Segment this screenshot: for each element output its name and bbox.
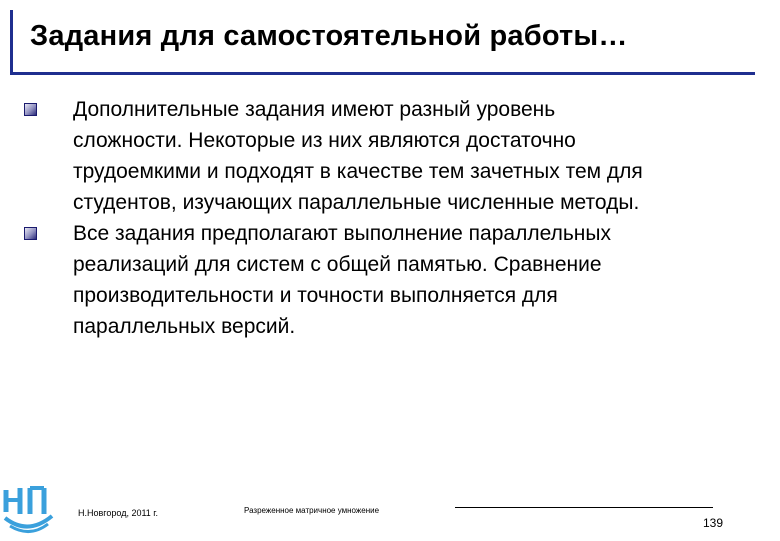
bullet-line: Все задания предполагают выполнение параллельных <box>73 222 611 245</box>
footer-location-date: Н.Новгород, 2011 г. <box>78 508 158 518</box>
bullet-item <box>20 94 755 218</box>
bullet-list <box>20 94 755 342</box>
university-logo-icon <box>2 480 54 536</box>
bullet-square-icon <box>24 227 37 240</box>
bullet-line: трудоемкими и подходят в качестве тем зачетных тем для <box>73 160 643 183</box>
bullet-line: Дополнительные задания имеют разный уровень <box>73 98 556 121</box>
bullet-square-icon <box>24 103 37 116</box>
footer-course-title: Разреженное матричное умножение <box>244 506 380 515</box>
slide-title: Задания для самостоятельной работы… <box>30 20 628 52</box>
footer-divider <box>455 507 713 508</box>
bullet-line: сложности. Некоторые из них являются достаточно <box>73 129 576 152</box>
bullet-line: реализаций для систем с общей памятью. Сравнение <box>73 253 602 276</box>
title-vertical-rule <box>10 10 13 74</box>
bullet-line: производительности и точности выполняется для <box>73 284 558 307</box>
title-horizontal-rule <box>10 72 755 75</box>
bullet-line: параллельных версий. <box>73 315 296 338</box>
bullet-line: студентов, изучающих параллельные численные методы. <box>73 191 640 214</box>
bullet-item <box>20 218 755 342</box>
page-number: 139 <box>703 516 724 530</box>
